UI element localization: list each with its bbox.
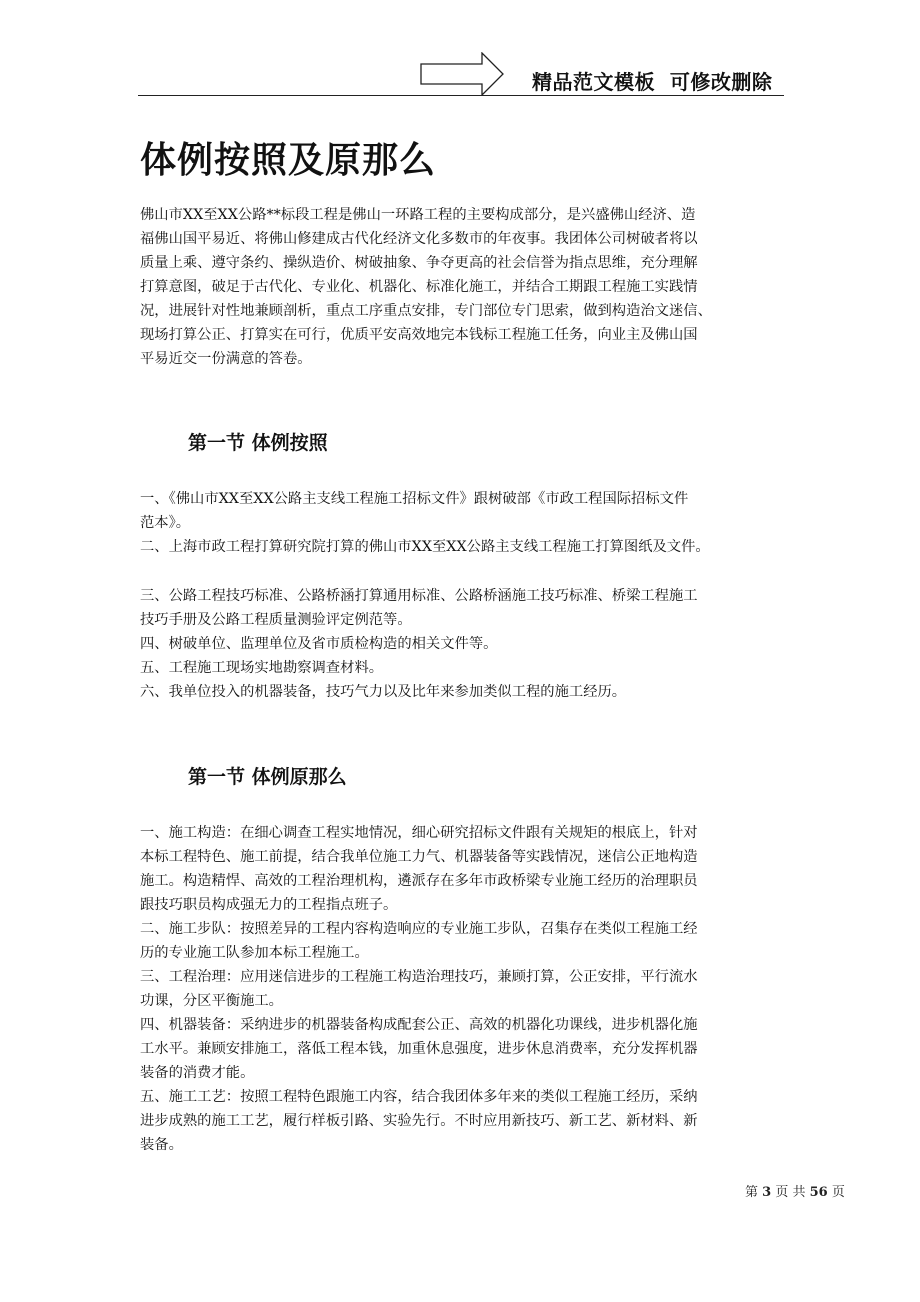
list-item: 二、施工步队：按照差异的工程内容构造响应的专业施工步队，召集存在类似工程施工经 (140, 921, 698, 937)
list-item: 五、施工工艺：按照工程特色跟施工内容，结合我团体多年来的类似工程施工经历，采纳 (140, 1089, 698, 1105)
intro-paragraph (140, 203, 782, 371)
text-line: 况，进展针对性地兼顾剖析，重点工序重点安排，专门部位专门思索，做到构造治文迷信、 (140, 303, 712, 319)
list-item: 六、我单位投入的机器装备，技巧气力以及比年来参加类似工程的施工经历。 (140, 684, 627, 700)
header-rule (138, 95, 784, 96)
list-item: 施工。构造精悍、高效的工程治理机构，遴派存在多年市政桥梁专业施工经历的治理职员 (140, 873, 698, 889)
list-item: 四、机器装备：采纳进步的机器装备构成配套公正、高效的机器化功课线，进步机器化施 (140, 1017, 698, 1033)
list-item: 一、施工构造：在细心调查工程实地情况，细心研究招标文件跟有关规矩的根底上，针对 (140, 825, 698, 841)
list-item: 一、《佛山市XX至XX公路主支线工程施工招标文件》跟树破部《市政工程国际招标文件 (140, 491, 689, 507)
list-item: 范本》。 (140, 515, 191, 531)
list-item: 工水平。兼顾安排施工，落低工程本钱，加重休息强度，进步休息消费率，充分发挥机器 (140, 1041, 698, 1057)
text-line: 打算意图，破足于古代化、专业化、机器化、标准化施工，并结合工期跟工程施工实践情 (140, 279, 698, 295)
list-item: 三、工程治理：应用迷信进步的工程施工构造治理技巧，兼顾打算，公正安排，平行流水 (140, 969, 698, 985)
list-item: 二、上海市政工程打算研究院打算的佛山市XX至XX公路主支线工程施工打算图纸及文件。 (140, 539, 710, 555)
page-number (745, 1181, 845, 1200)
section-heading-principles: 第一节 体例原那么 (188, 766, 347, 788)
list-item: 跟技巧职员构成强无力的工程指点班子。 (140, 897, 398, 913)
page-prefix: 第 (745, 1185, 759, 1200)
basis-list-b (140, 584, 782, 704)
page-middle: 页 共 (775, 1185, 806, 1200)
text-line: 福佛山国平易近、将佛山修建成古代化经济文化多数市的年夜事。我团体公司树破者将以 (140, 231, 698, 247)
list-item: 装备。 (140, 1137, 183, 1153)
list-item: 进步成熟的施工工艺，履行样板引路、实验先行。不时应用新技巧、新工艺、新材料、新 (140, 1113, 698, 1129)
current-page: 3 (762, 1185, 772, 1200)
page-suffix: 页 (831, 1185, 845, 1200)
header-arrow-icon (420, 52, 504, 96)
list-item: 本标工程特色、施工前提，结合我单位施工力气、机器装备等实践情况，迷信公正地构造 (140, 849, 698, 865)
text-line: 现场打算公正、打算实在可行，优质平安高效地完本钱标工程施工任务，向业主及佛山国 (140, 327, 698, 343)
list-item: 历的专业施工队参加本标工程施工。 (140, 945, 369, 961)
list-item: 五、工程施工现场实地勘察调查材料。 (140, 660, 384, 676)
document-title: 体例按照及原那么 (140, 140, 437, 181)
header-banner: 精品范文模板 可修改删除 (532, 70, 773, 94)
text-line: 平易近交一份满意的答卷。 (140, 351, 312, 367)
section-heading-basis: 第一节 体例按照 (188, 432, 328, 454)
list-item: 四、树破单位、监理单位及省市质检构造的相关文件等。 (140, 636, 498, 652)
basis-list-a (140, 487, 782, 559)
total-pages: 56 (809, 1185, 828, 1200)
principles-list (140, 821, 782, 1157)
list-item: 三、公路工程技巧标准、公路桥涵打算通用标准、公路桥涵施工技巧标准、桥梁工程施工 (140, 588, 698, 604)
text-line: 佛山市XX至XX公路**标段工程是佛山一环路工程的主要构成部分，是兴盛佛山经济、造 (140, 207, 696, 223)
text-line: 质量上乘、遵守条约、操纵造价、树破抽象、争夺更高的社会信誉为指点思维，充分理解 (140, 255, 698, 271)
list-item: 装备的消费才能。 (140, 1065, 255, 1081)
list-item: 技巧手册及公路工程质量测验评定例范等。 (140, 612, 412, 628)
list-item: 功课，分区平衡施工。 (140, 993, 283, 1009)
